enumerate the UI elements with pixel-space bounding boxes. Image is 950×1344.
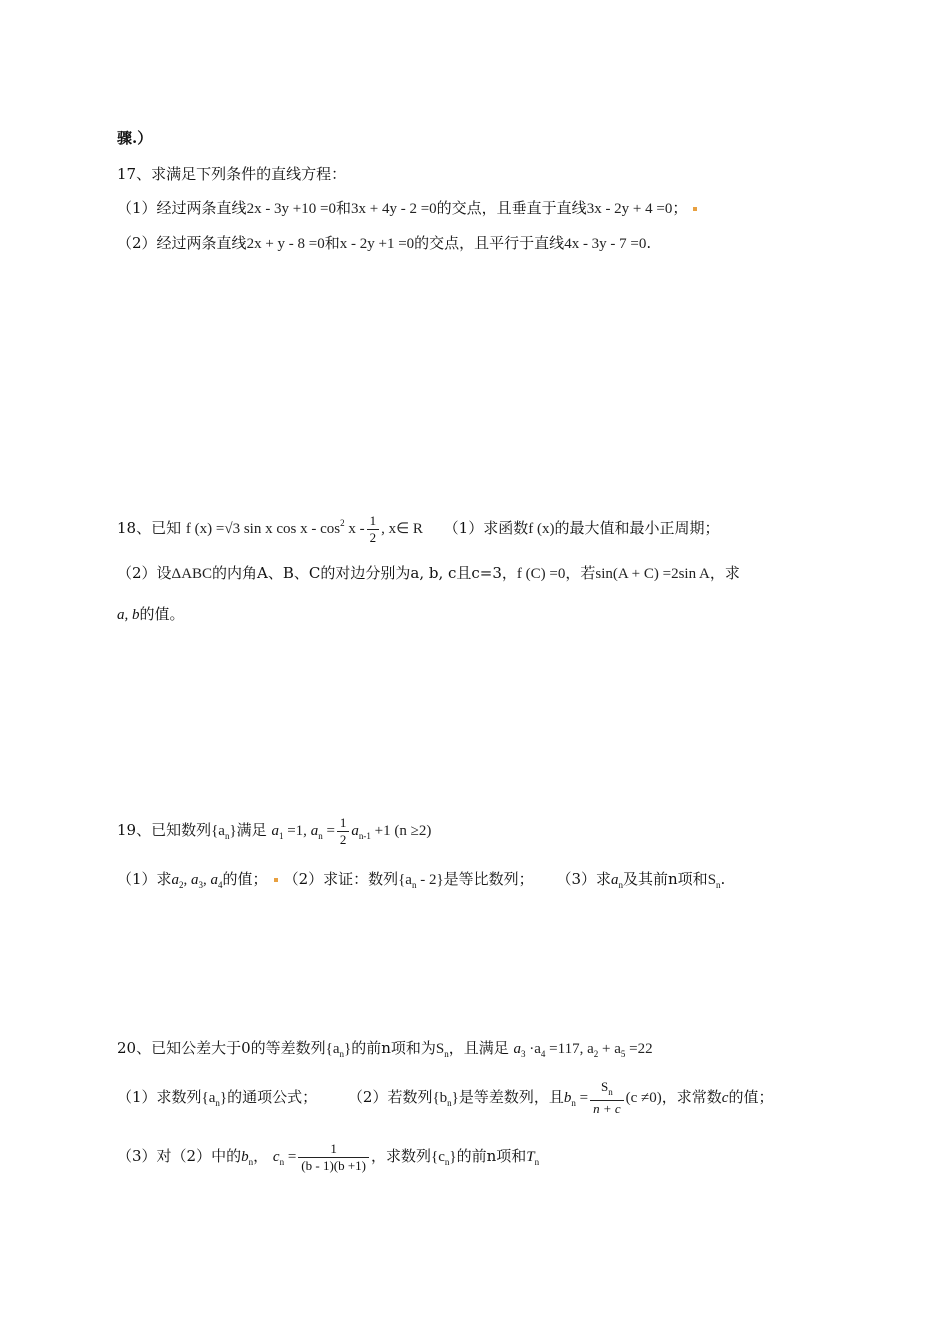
q19-half-fraction <box>337 815 350 848</box>
q20-p3-seq: {c <box>431 1149 445 1165</box>
q20-seq-close: } <box>344 1041 352 1057</box>
q20-dot: ·a <box>525 1041 541 1057</box>
q17-part2-text2: 的交点，且平行于直线 <box>414 234 565 252</box>
q19-p3: （3）求 <box>556 870 612 888</box>
q20-p2-seq: {b <box>432 1090 448 1106</box>
q17-part2 <box>117 232 651 255</box>
q17-eq4: 2x + y - 8 =0 <box>246 236 325 252</box>
q18-line2 <box>117 562 740 585</box>
q18-part2-if: ，若 <box>565 564 596 582</box>
stray-mark <box>693 207 697 211</box>
q18-part2-text: 的内角A、B、C的对边分别为a, b, c且c=3， <box>212 564 517 582</box>
q19-a1: a <box>271 823 279 839</box>
q20-c: c <box>721 1090 729 1106</box>
q20-bn-fraction <box>590 1079 624 1117</box>
q20-p1: （1）求数列 <box>117 1088 202 1106</box>
q20-p2-seq-close: } <box>451 1090 459 1106</box>
q17-part1-text2: 的交点，且垂直于直线 <box>436 199 587 217</box>
frac-num: 1 <box>298 1141 369 1158</box>
q18-fc: f (C) =0 <box>516 566 566 582</box>
q17-eq5: x - 2y +1 =0 <box>339 236 415 252</box>
q17-part1-end: ； <box>672 199 688 217</box>
q18-ab: a, b <box>117 607 140 623</box>
q19-line1 <box>117 813 431 853</box>
q18-part1: （1）求函数 <box>443 519 529 537</box>
q20-c3: 3 <box>521 1049 526 1059</box>
q17-eq6: 4x - 3y - 7 =0 <box>564 236 647 252</box>
q17-eq3: 3x - 2y + 4 =0 <box>586 201 673 217</box>
q20-p3-b-sub: n <box>248 1157 254 1167</box>
q18-function-def: f (x) =√3 sin x cos x - cos <box>185 521 341 537</box>
q18-fx: f (x) <box>528 521 555 537</box>
q20-line2 <box>117 1079 773 1121</box>
q19-a1-sub: 1 <box>278 831 284 841</box>
q20-p2: （2）若数列 <box>347 1088 433 1106</box>
q19-v3: 3 <box>198 880 204 890</box>
q19-p1-end: 的值； <box>222 870 268 888</box>
q20-p3-seq-sub: n <box>444 1157 450 1167</box>
q18-triangle: ΔABC <box>171 566 213 582</box>
q19-an-sub: n <box>318 831 323 841</box>
q19-seq-close: } <box>229 823 237 839</box>
q20-c5: 5 <box>620 1049 626 1059</box>
q20-bn-eq: = <box>575 1090 589 1106</box>
q20-cneq: (c ≠0) <box>625 1090 662 1106</box>
q17-part1-label: （1） <box>117 199 157 217</box>
q17-number: 17、 <box>117 165 152 183</box>
q18-part1-end: 的最大值和最小正周期； <box>554 519 720 537</box>
q20-p3-seq-close: } <box>449 1149 457 1165</box>
q20-p3-mid: ，求数列 <box>371 1147 432 1165</box>
q20-p1-seq-close: } <box>219 1090 228 1106</box>
q20-cond4: =22 <box>625 1041 653 1057</box>
q18-line1 <box>117 506 719 546</box>
q20-p3-b: b <box>241 1149 249 1165</box>
q17-eq1: 2x - 3y +10 =0 <box>246 201 336 217</box>
q18-sup: 2 <box>340 518 345 528</box>
frac-den: 2 <box>339 831 347 847</box>
q19-p3-s-sub: n <box>716 880 721 890</box>
q20-t-sub: n <box>534 1157 540 1167</box>
q20-p1-seq: {a <box>201 1090 216 1106</box>
q20-c2: 2 <box>593 1049 599 1059</box>
q20-number: 20、 <box>117 1039 152 1057</box>
q20-mid: 的前n项和为 <box>351 1039 436 1057</box>
q18-function-def2: x - <box>344 521 365 537</box>
frac-num: S <box>601 1079 609 1094</box>
q20-p2-mid: 是等差数列，且 <box>458 1088 564 1106</box>
q20-p3-mid2: 的前n项和 <box>456 1147 527 1165</box>
q19-plus: +1 (n ≥2) <box>370 823 432 839</box>
q19-seq-sub: n <box>224 831 230 841</box>
q20-cn-fraction <box>298 1141 369 1174</box>
header-fragment: 骤.） <box>117 129 153 147</box>
q20-cn-eq: = <box>284 1149 297 1165</box>
q18-sin-eq: sin(A + C) =2sin A <box>595 566 710 582</box>
q19-a4: a <box>210 872 219 888</box>
q19-v2: 2 <box>179 880 184 890</box>
q20-seq: {a <box>325 1041 340 1057</box>
q18-part2-end: 的值。 <box>139 605 185 623</box>
q20-p2-seq-sub: n <box>447 1098 452 1108</box>
q20-a3: a <box>513 1041 522 1057</box>
q17-part2-end: . <box>646 234 652 252</box>
q19-p1: （1）求 <box>117 870 172 888</box>
q19-p3-s: S <box>707 872 717 888</box>
q20-p1-seq-sub: n <box>215 1098 220 1108</box>
frac-den: 2 <box>369 529 377 545</box>
q20-mid2: ，且满足 <box>448 1039 509 1057</box>
q18-lead: 已知 <box>151 519 182 537</box>
q18-half-fraction <box>367 513 380 546</box>
q19-p3-an: a <box>611 872 619 888</box>
q20-cond3: + a <box>598 1041 621 1057</box>
q20-p2-end: ，求常数 <box>661 1088 722 1106</box>
q19-an1: a <box>351 823 359 839</box>
q17-part2-label: （2） <box>117 234 157 252</box>
q20-t: T <box>526 1149 535 1165</box>
q17-part1-text: 经过两条直线 <box>156 199 247 217</box>
frac-num-sub: n <box>608 1087 613 1097</box>
q18-part2-ask: ，求 <box>709 564 740 582</box>
q19-seq: {a <box>211 823 225 839</box>
q18-number: 18、 <box>117 519 152 537</box>
q20-line1 <box>117 1037 653 1065</box>
q20-seq-sub: n <box>339 1049 344 1059</box>
q19-a1-val: =1, <box>283 823 311 839</box>
q18-line3 <box>117 603 185 626</box>
q20-bn-sub: n <box>571 1098 576 1108</box>
q20-lead: 已知公差大于0的等差数列 <box>151 1039 326 1057</box>
q19-satisfies: 满足 <box>236 821 267 839</box>
q20-bn: b <box>563 1090 572 1106</box>
q18-part2: （2）设 <box>117 564 172 582</box>
frac-den: (b - 1)(b +1) <box>301 1157 367 1173</box>
q19-p2-end: 是等比数列； <box>443 870 534 888</box>
frac-num: 1 <box>367 513 380 530</box>
q20-p3: （3）对（2）中的 <box>117 1147 242 1165</box>
q19-v4: 4 <box>218 880 223 890</box>
q20-cn: c <box>272 1149 280 1165</box>
q20-p2-end2: 的值； <box>728 1088 774 1106</box>
q19-p2-seq: {a <box>398 872 412 888</box>
q19-p2-seq-sub: n <box>411 880 417 890</box>
stray-mark <box>274 878 278 882</box>
q20-s: S <box>435 1041 445 1057</box>
q19-an1-sub: n-1 <box>358 831 371 841</box>
q17-part2-and: 和 <box>324 234 340 252</box>
q19-p3-an-sub: n <box>618 880 624 890</box>
q19-p2: （2）求证：数列 <box>283 870 399 888</box>
q17-title-line <box>117 163 346 185</box>
q20-p3-comma: ， <box>253 1147 269 1165</box>
q20-s-sub: n <box>444 1049 449 1059</box>
frac-den: n + c <box>593 1101 621 1116</box>
q19-an: a <box>310 823 319 839</box>
q17-title: 求满足下列条件的直线方程： <box>151 165 347 183</box>
q19-an-eq: = <box>322 823 335 839</box>
q20-p1-end: 的通项公式； <box>227 1088 318 1106</box>
q17-eq2: 3x + 4y - 2 =0 <box>351 201 437 217</box>
q19-p3-end: . <box>720 870 726 888</box>
q17-part1 <box>117 197 703 220</box>
q19-p2-seq-close: - 2} <box>416 872 444 888</box>
q19-p3-mid: 及其前n项和 <box>623 870 708 888</box>
q20-c4: 4 <box>540 1049 546 1059</box>
q18-domain: , x∈ R <box>381 521 423 537</box>
q19-number: 19、 <box>117 821 152 839</box>
q20-cond2: =117, a <box>545 1041 594 1057</box>
q19-a2: a <box>171 872 180 888</box>
q20-line3 <box>117 1137 539 1181</box>
q19-lead: 已知数列 <box>151 821 212 839</box>
q19-line2: （1）求$a_2$, $a_3$, $a_4$的值； （2）求证：数列$\{a_n - 2\}$是等比数列； （3）求$a_n$及其前n项和$S_n$. <box>117 870 726 890</box>
q17-part1-and: 和 <box>335 199 351 217</box>
frac-num: 1 <box>337 815 350 832</box>
q17-part2-text: 经过两条直线 <box>156 234 247 252</box>
q20-cn-sub: n <box>279 1157 285 1167</box>
q19-a3: a <box>191 872 199 888</box>
